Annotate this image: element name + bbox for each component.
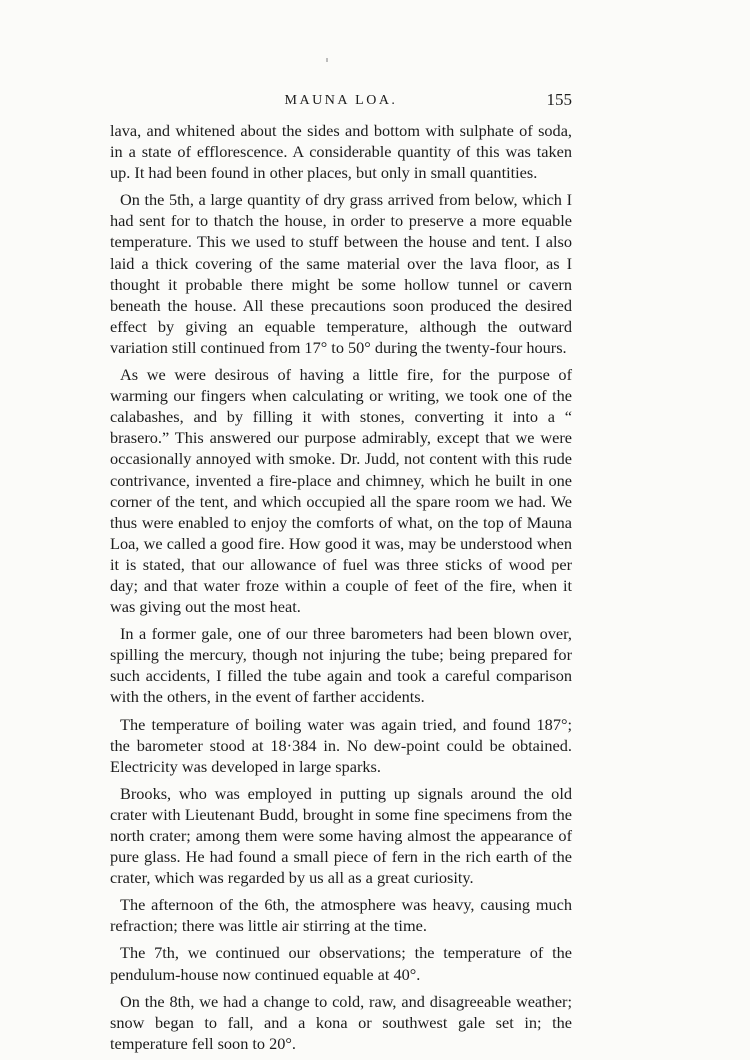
paragraph-6th: The afternoon of the 6th, the atmosphere was heavy, causing much refraction; there was little air stirring at the time. [110,895,572,936]
paragraph-boiling-water: The temperature of boiling water was again tried, and found 187°; the barometer stood at 18·384 in. No dew-point could be obtained. Electricity was developed in large sparks. [110,714,572,776]
page-number: 155 [546,90,572,109]
paragraph-fire: As we were desirous of having a little fire, for the purpose of warming our fingers when calculating or writing, we took one of the calabashes, and by filling it with stones, converting it into a “ brasero.” This answered our purpose admirably, except that we were occasionally annoyed with smoke. Dr. Judd, not content with this rude contrivance, invented a fire-place and chimney, which he built in one corner of the tent, and which occupied all the spare room we had. We thus were enabled to enjoy the comforts of what, on the top of Mauna Loa, we called a good fire. How good it was, may be understood when it is stated, that our allowance of fuel was three sticks of wood per day; and that water froze within a couple of feet of the fire, when it was giving out the most heat. [110,365,572,617]
paragraph-dry-grass: On the 5th, a large quantity of dry grass arrived from below, which I had sent for to thatch the house, in order to preserve a more equable temperature. This we used to stuff between the house and tent. I also laid a thick covering of the same material over the lava floor, as I thought it probable there might be some hollow tunnel or cavern beneath the house. All these precautions soon produced the desired effect by giving an equable temperature, although the outward variation still continued from 17° to 50° during the twenty-four hours. [110,190,572,357]
paragraph-brooks: Brooks, who was employed in putting up signals around the old crater with Lieutenant Budd, brought in some fine specimens from the north crater; among them were some having almost the appearance of pure glass. He had found a small piece of fern in the rich earth of the crater, which was regarded by us all as a great curiosity. [110,783,572,888]
paper-speck [326,58,328,62]
paragraph-7th: The 7th, we continued our observations; the temperature of the pendulum-house now continued equable at 40°. [110,943,572,984]
running-title: MAUNA LOA. [284,93,398,108]
paragraph-sulphate: lava, and whitened about the sides and bottom with sulphate of soda, in a state of efflorescence. A considerable quantity of this was taken up. It had been found in other places, but only in small quantities. [110,121,572,183]
paragraph-barometer: In a former gale, one of our three barometers had been blown over, spilling the mercury, though not injuring the tube; being prepared for such accidents, I filled the tube again and took a careful comparison with the others, in the event of farther accidents. [110,624,572,707]
body-text [110,120,572,1060]
paragraph-8th: On the 8th, we had a change to cold, raw, and disagreeable weather; snow began to fall, and a kona or southwest gale set in; the temperature fell soon to 20°. [110,991,572,1053]
running-head [110,90,572,112]
